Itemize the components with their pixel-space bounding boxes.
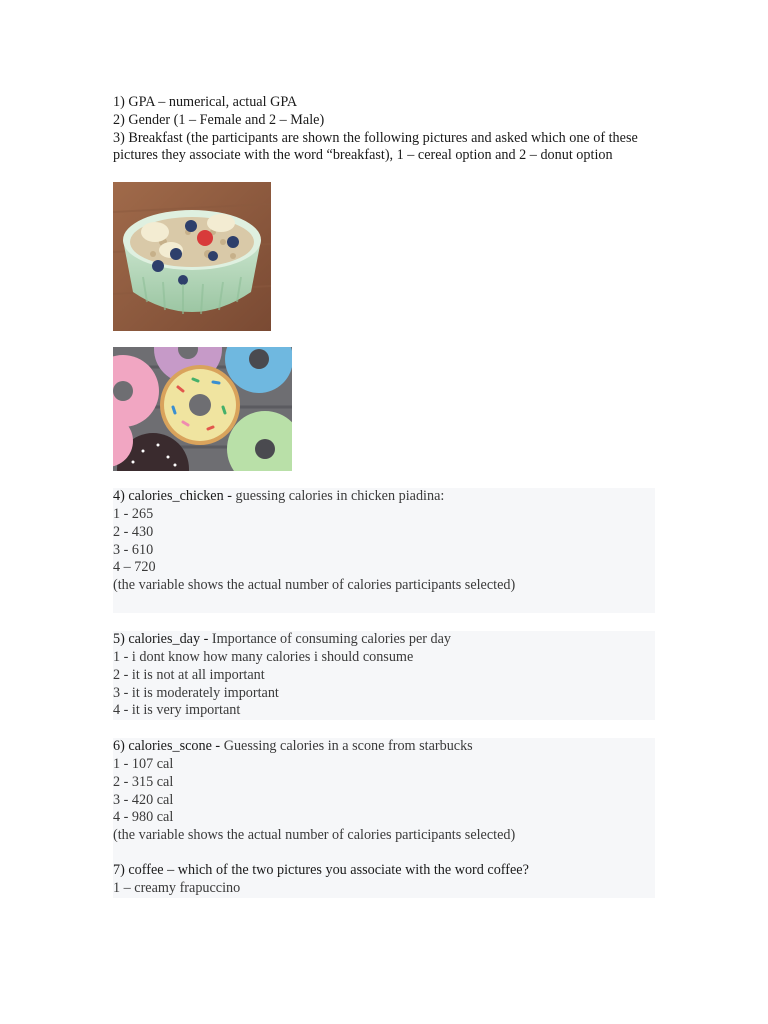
donuts-image (113, 347, 292, 471)
donuts-illustration (113, 347, 292, 471)
document-page (113, 94, 655, 898)
q5-title: 5) calories_day - (113, 631, 212, 648)
q4-option: 4 – 720 (113, 559, 156, 576)
q6-title: 6) calories_scone - (113, 738, 224, 755)
q6-option: 3 - 420 cal (113, 791, 174, 808)
q4-option: 1 - 265 (113, 505, 154, 522)
q7-title: 7) coffee – which of the two pictures you associate with the word coffee? (113, 861, 529, 878)
q4-note: (the variable shows the actual number of calories participants selected) (113, 577, 516, 594)
q6-option: 4 - 980 cal (113, 809, 174, 826)
question-5-block (113, 631, 655, 720)
question-6-7-block (113, 738, 655, 898)
q6-option: 2 - 315 cal (113, 773, 174, 790)
q4-option: 2 - 430 (113, 523, 154, 540)
q5-option: 2 - it is not at all important (113, 666, 265, 683)
intro-line-gender: 2) Gender (1 – Female and 2 – Male) (113, 111, 325, 128)
q5-option: 4 - it is very important (113, 702, 241, 719)
question-4-block (113, 488, 655, 613)
intro-line-gpa: 1) GPA – numerical, actual GPA (113, 94, 298, 110)
q6-option: 1 - 107 cal (113, 755, 174, 772)
intro-line-breakfast: 3) Breakfast (the participants are shown the following pictures and asked which one of these pictures they associate with the word “breakfast), 1 – cereal option and 2 – donut option (113, 129, 638, 164)
q7-option: 1 – creamy frapuccino (113, 879, 241, 896)
cereal-bowl-illustration (113, 182, 271, 331)
q6-desc: Guessing calories in a scone from starbucks (223, 738, 473, 755)
q5-option: 1 - i dont know how many calories i should consume (113, 648, 414, 665)
q4-desc: guessing calories in chicken piadina: (235, 488, 445, 505)
q5-option: 3 - it is moderately important (113, 684, 279, 701)
q4-option: 3 - 610 (113, 541, 154, 558)
q6-note: (the variable shows the actual number of calories participants selected) (113, 827, 516, 844)
q4-title: 4) calories_chicken - (113, 488, 236, 505)
q5-desc: Importance of consuming calories per day (211, 631, 452, 648)
cereal-bowl-image (113, 182, 271, 331)
